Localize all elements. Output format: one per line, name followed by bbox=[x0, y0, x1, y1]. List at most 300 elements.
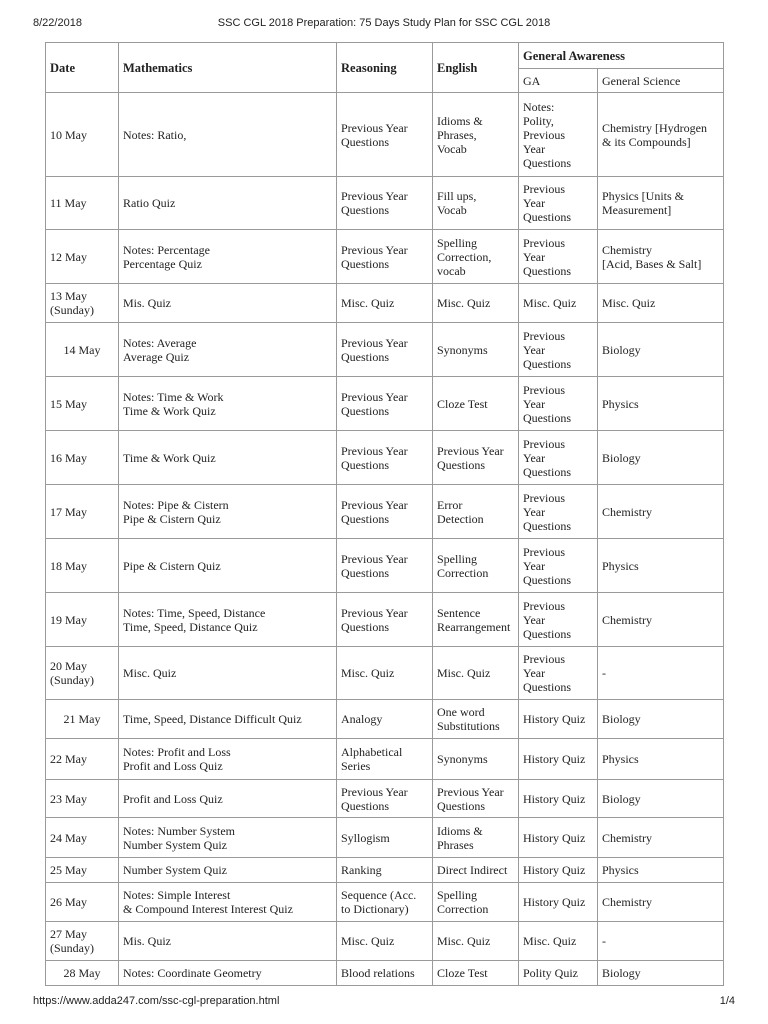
math-cell bbox=[119, 700, 337, 739]
cell-line: Sequence (Acc. bbox=[341, 888, 417, 902]
cell-line: Analogy bbox=[341, 712, 383, 726]
cell-line: Previous bbox=[523, 490, 565, 505]
cell-line: 20 May bbox=[50, 659, 87, 673]
ga-cell bbox=[519, 739, 598, 780]
english-cell bbox=[433, 485, 519, 539]
header-english: English bbox=[433, 43, 519, 93]
header-date: Date bbox=[46, 43, 119, 93]
header-mathematics: Mathematics bbox=[119, 43, 337, 93]
table-row bbox=[46, 431, 724, 485]
math-cell bbox=[119, 485, 337, 539]
cell-line: Detection bbox=[437, 511, 484, 526]
math-cell bbox=[119, 739, 337, 780]
cell-line: vocab bbox=[437, 263, 466, 278]
cell-line: Questions bbox=[341, 457, 389, 472]
cell-line: Questions bbox=[341, 403, 389, 418]
science-cell bbox=[598, 177, 724, 230]
cell-line: Questions bbox=[523, 680, 571, 694]
english-cell bbox=[433, 961, 519, 986]
cell-line: Fill ups, bbox=[437, 189, 477, 203]
cell-line: Cloze Test bbox=[437, 396, 488, 411]
table-row bbox=[46, 961, 724, 986]
date-cell bbox=[46, 922, 119, 961]
cell-line: 28 May bbox=[63, 966, 101, 980]
table-row bbox=[46, 539, 724, 593]
reasoning-cell bbox=[337, 230, 433, 284]
cell-line: Synonyms bbox=[437, 752, 488, 766]
cell-line: 22 May bbox=[50, 752, 87, 766]
cell-line: History Quiz bbox=[523, 791, 586, 806]
table-row bbox=[46, 93, 724, 177]
cell-line: Year bbox=[523, 196, 546, 210]
science-cell bbox=[598, 961, 724, 986]
cell-line: Previous Year bbox=[341, 242, 408, 257]
math-cell bbox=[119, 323, 337, 377]
cell-line: Measurement] bbox=[602, 203, 672, 217]
reasoning-cell bbox=[337, 883, 433, 922]
cell-line: Chemistry bbox=[602, 504, 652, 519]
cell-line: 14 May bbox=[63, 342, 101, 357]
table-row bbox=[46, 647, 724, 700]
science-cell bbox=[598, 93, 724, 177]
reasoning-cell bbox=[337, 780, 433, 818]
ga-cell bbox=[519, 230, 598, 284]
cell-line: Misc. Quiz bbox=[341, 296, 395, 310]
reasoning-cell bbox=[337, 647, 433, 700]
english-cell bbox=[433, 883, 519, 922]
table-body bbox=[46, 93, 724, 986]
cell-line: Correction, bbox=[437, 249, 492, 264]
reasoning-cell bbox=[337, 739, 433, 780]
ga-cell bbox=[519, 539, 598, 593]
cell-line: Year bbox=[523, 504, 546, 519]
date-cell bbox=[46, 230, 119, 284]
header-reasoning: Reasoning bbox=[337, 43, 433, 93]
cell-line: Previous Year bbox=[341, 335, 408, 350]
cell-line: Polity Quiz bbox=[523, 966, 579, 980]
cell-line: History Quiz bbox=[523, 895, 586, 909]
cell-line: Previous Year bbox=[341, 497, 408, 512]
cell-line: Questions bbox=[523, 410, 571, 425]
cell-line: Questions bbox=[341, 256, 389, 271]
cell-line: Misc. Quiz bbox=[341, 666, 395, 680]
cell-line: Chemistry bbox=[602, 895, 652, 909]
cell-line: Error bbox=[437, 497, 463, 512]
table-row bbox=[46, 700, 724, 739]
print-date: 8/22/2018 bbox=[33, 17, 82, 29]
cell-line: 13 May bbox=[50, 289, 87, 303]
english-cell bbox=[433, 177, 519, 230]
cell-line: Misc. Quiz bbox=[523, 296, 577, 310]
cell-line: Misc. Quiz bbox=[602, 296, 656, 310]
cell-line: Mis. Quiz bbox=[123, 296, 171, 310]
page-number: 1/4 bbox=[719, 995, 735, 1007]
cell-line: Vocab bbox=[437, 203, 467, 217]
cell-line: Profit and Loss Quiz bbox=[123, 791, 223, 806]
cell-line: 26 May bbox=[50, 895, 87, 909]
math-cell bbox=[119, 961, 337, 986]
cell-line: Questions bbox=[523, 464, 571, 479]
reasoning-cell bbox=[337, 858, 433, 883]
cell-line: Questions bbox=[523, 263, 571, 278]
cell-line: [Acid, Bases & Salt] bbox=[602, 256, 702, 271]
english-cell bbox=[433, 700, 519, 739]
print-footer bbox=[0, 993, 768, 1009]
cell-line: Year bbox=[523, 141, 546, 156]
science-cell bbox=[598, 739, 724, 780]
cell-line: Year bbox=[523, 666, 546, 680]
cell-line: Sentence bbox=[437, 605, 481, 620]
ga-cell bbox=[519, 780, 598, 818]
reasoning-cell bbox=[337, 539, 433, 593]
cell-line: (Sunday) bbox=[50, 303, 94, 317]
math-cell bbox=[119, 818, 337, 858]
date-cell bbox=[46, 647, 119, 700]
ga-cell bbox=[519, 323, 598, 377]
cell-line: 25 May bbox=[50, 863, 87, 877]
cell-line: Spelling bbox=[437, 551, 478, 566]
cell-line: Notes: Average bbox=[123, 335, 197, 350]
cell-line: Profit and Loss Quiz bbox=[123, 759, 223, 773]
cell-line: Year bbox=[523, 396, 546, 411]
date-cell bbox=[46, 323, 119, 377]
cell-line: Previous bbox=[523, 182, 565, 196]
table-row bbox=[46, 177, 724, 230]
cell-line: Previous bbox=[523, 127, 565, 142]
cell-line: Spelling bbox=[437, 235, 478, 250]
ga-cell bbox=[519, 818, 598, 858]
math-cell bbox=[119, 780, 337, 818]
cell-line: - bbox=[602, 934, 606, 948]
cell-line: Questions bbox=[341, 565, 389, 580]
date-cell bbox=[46, 739, 119, 780]
cell-line: Notes: Pipe & Cistern bbox=[123, 497, 229, 512]
science-cell bbox=[598, 858, 724, 883]
english-cell bbox=[433, 818, 519, 858]
reasoning-cell bbox=[337, 818, 433, 858]
cell-line: Polity, bbox=[523, 113, 554, 128]
cell-line: Biology bbox=[602, 791, 641, 806]
cell-line: Questions bbox=[437, 457, 485, 472]
science-cell bbox=[598, 647, 724, 700]
cell-line: Previous bbox=[523, 652, 565, 666]
math-cell bbox=[119, 647, 337, 700]
reasoning-cell bbox=[337, 323, 433, 377]
cell-line: Questions bbox=[523, 155, 571, 170]
science-cell bbox=[598, 377, 724, 431]
header-general-awareness: General Awareness bbox=[519, 43, 724, 69]
reasoning-cell bbox=[337, 284, 433, 323]
cell-line: Notes: Time & Work bbox=[123, 389, 224, 404]
cell-line: Previous Year bbox=[341, 443, 408, 458]
cell-line: Questions bbox=[523, 572, 571, 587]
cell-line: 27 May bbox=[50, 927, 87, 941]
reasoning-cell bbox=[337, 593, 433, 647]
reasoning-cell bbox=[337, 485, 433, 539]
date-cell bbox=[46, 883, 119, 922]
date-cell bbox=[46, 961, 119, 986]
cell-line: Idioms & bbox=[437, 823, 483, 838]
cell-line: Previous bbox=[523, 328, 565, 343]
date-cell bbox=[46, 377, 119, 431]
math-cell bbox=[119, 922, 337, 961]
cell-line: Notes: Simple Interest bbox=[123, 888, 231, 902]
ga-cell bbox=[519, 922, 598, 961]
cell-line: Misc. Quiz bbox=[437, 666, 491, 680]
cell-line: Misc. Quiz bbox=[437, 934, 491, 948]
table-row bbox=[46, 883, 724, 922]
math-cell bbox=[119, 284, 337, 323]
math-cell bbox=[119, 431, 337, 485]
cell-line: Misc. Quiz bbox=[123, 666, 177, 680]
cell-line: 10 May bbox=[50, 127, 87, 142]
cell-line: Pipe & Cistern Quiz bbox=[123, 558, 221, 573]
cell-line: Previous bbox=[523, 235, 565, 250]
ga-cell bbox=[519, 700, 598, 739]
table-row bbox=[46, 922, 724, 961]
science-cell bbox=[598, 323, 724, 377]
cell-line: Notes: Percentage bbox=[123, 242, 210, 257]
cell-line: Previous Year bbox=[341, 784, 408, 799]
math-cell bbox=[119, 593, 337, 647]
cell-line: Previous Year bbox=[341, 605, 408, 620]
cell-line: Questions bbox=[523, 356, 571, 371]
english-cell bbox=[433, 539, 519, 593]
science-cell bbox=[598, 883, 724, 922]
ga-cell bbox=[519, 377, 598, 431]
cell-line: Previous bbox=[523, 598, 565, 613]
date-cell bbox=[46, 177, 119, 230]
cell-line: Misc. Quiz bbox=[437, 296, 491, 310]
cell-line: Notes: Number System bbox=[123, 823, 235, 838]
english-cell bbox=[433, 739, 519, 780]
ga-cell bbox=[519, 883, 598, 922]
cell-line: Notes: bbox=[523, 99, 555, 114]
science-cell bbox=[598, 922, 724, 961]
cell-line: History Quiz bbox=[523, 752, 586, 766]
table-row bbox=[46, 230, 724, 284]
cell-line: Mis. Quiz bbox=[123, 934, 171, 948]
cell-line: History Quiz bbox=[523, 712, 586, 726]
cell-line: History Quiz bbox=[523, 830, 586, 845]
cell-line: Questions bbox=[341, 349, 389, 364]
cell-line: Questions bbox=[341, 203, 389, 217]
reasoning-cell bbox=[337, 431, 433, 485]
reasoning-cell bbox=[337, 177, 433, 230]
cell-line: Previous Year bbox=[341, 189, 408, 203]
cell-line: Time & Work Quiz bbox=[123, 403, 216, 418]
cell-line: Blood relations bbox=[341, 966, 415, 980]
english-cell bbox=[433, 323, 519, 377]
study-plan-table bbox=[45, 42, 724, 986]
cell-line: Year bbox=[523, 450, 546, 465]
cell-line: Misc. Quiz bbox=[523, 934, 577, 948]
cell-line: Time, Speed, Distance Quiz bbox=[123, 619, 258, 634]
date-cell bbox=[46, 431, 119, 485]
page-title: SSC CGL 2018 Preparation: 75 Days Study Plan for SSC CGL 2018 bbox=[217, 17, 551, 29]
cell-line: (Sunday) bbox=[50, 941, 94, 955]
science-cell bbox=[598, 700, 724, 739]
ga-cell bbox=[519, 961, 598, 986]
date-cell bbox=[46, 539, 119, 593]
science-cell bbox=[598, 818, 724, 858]
cell-line: Correction bbox=[437, 902, 489, 916]
header-general-science: General Science bbox=[598, 69, 724, 93]
table-row bbox=[46, 485, 724, 539]
cell-line: Percentage Quiz bbox=[123, 256, 202, 271]
science-cell bbox=[598, 593, 724, 647]
cell-line: 17 May bbox=[50, 504, 87, 519]
cell-line: 21 May bbox=[63, 712, 101, 726]
footer-url: https://www.adda247.com/ssc-cgl-preparation.html bbox=[33, 995, 280, 1007]
ga-cell bbox=[519, 284, 598, 323]
table-row bbox=[46, 858, 724, 883]
math-cell bbox=[119, 883, 337, 922]
cell-line: Physics bbox=[602, 752, 639, 766]
cell-line: Chemistry bbox=[602, 242, 652, 257]
table-row bbox=[46, 323, 724, 377]
cell-line: Year bbox=[523, 558, 546, 573]
cell-line: Previous Year bbox=[437, 784, 504, 799]
reasoning-cell bbox=[337, 93, 433, 177]
cell-line: Time, Speed, Distance Difficult Quiz bbox=[123, 712, 302, 726]
cell-line: 12 May bbox=[50, 249, 87, 264]
cell-line: One word bbox=[437, 705, 485, 719]
cell-line: Questions bbox=[523, 210, 571, 224]
cell-line: Spelling bbox=[437, 888, 478, 902]
cell-line: Rearrangement bbox=[437, 619, 511, 634]
cell-line: Previous bbox=[523, 436, 565, 451]
cell-line: Physics bbox=[602, 558, 639, 573]
cell-line: Alphabetical bbox=[341, 745, 403, 759]
cell-line: Syllogism bbox=[341, 830, 390, 845]
cell-line: Year bbox=[523, 342, 546, 357]
date-cell bbox=[46, 858, 119, 883]
cell-line: 18 May bbox=[50, 558, 87, 573]
cell-line: Vocab bbox=[437, 141, 467, 156]
cell-line: 16 May bbox=[50, 450, 87, 465]
cell-line: Ratio Quiz bbox=[123, 196, 176, 210]
cell-line: Questions bbox=[523, 518, 571, 533]
math-cell bbox=[119, 539, 337, 593]
table-row bbox=[46, 739, 724, 780]
cell-line: Questions bbox=[341, 511, 389, 526]
cell-line: Series bbox=[341, 759, 371, 773]
english-cell bbox=[433, 230, 519, 284]
cell-line: Idioms & bbox=[437, 113, 483, 128]
cell-line: & Compound Interest Interest Quiz bbox=[123, 902, 293, 916]
cell-line: Previous bbox=[523, 382, 565, 397]
header-ga: GA bbox=[519, 69, 598, 93]
cell-line: 24 May bbox=[50, 830, 87, 845]
cell-line: History Quiz bbox=[523, 863, 586, 877]
cell-line: 15 May bbox=[50, 396, 87, 411]
cell-line: Physics bbox=[602, 863, 639, 877]
english-cell bbox=[433, 858, 519, 883]
ga-cell bbox=[519, 431, 598, 485]
math-cell bbox=[119, 230, 337, 284]
english-cell bbox=[433, 431, 519, 485]
math-cell bbox=[119, 177, 337, 230]
cell-line: Pipe & Cistern Quiz bbox=[123, 511, 221, 526]
cell-line: & its Compounds] bbox=[602, 134, 691, 149]
cell-line: 11 May bbox=[50, 196, 87, 210]
table-row bbox=[46, 284, 724, 323]
science-cell bbox=[598, 230, 724, 284]
english-cell bbox=[433, 593, 519, 647]
ga-cell bbox=[519, 647, 598, 700]
english-cell bbox=[433, 647, 519, 700]
cell-line: Notes: Profit and Loss bbox=[123, 745, 231, 759]
ga-cell bbox=[519, 93, 598, 177]
cell-line: Biology bbox=[602, 712, 641, 726]
date-cell bbox=[46, 93, 119, 177]
math-cell bbox=[119, 377, 337, 431]
cell-line: Cloze Test bbox=[437, 966, 488, 980]
cell-line: Ranking bbox=[341, 863, 382, 877]
cell-line: Time & Work Quiz bbox=[123, 450, 216, 465]
ga-cell bbox=[519, 858, 598, 883]
cell-line: Previous Year bbox=[341, 551, 408, 566]
cell-line: Chemistry [Hydrogen bbox=[602, 120, 707, 135]
cell-line: Biology bbox=[602, 450, 641, 465]
date-cell bbox=[46, 700, 119, 739]
cell-line: Physics bbox=[602, 396, 639, 411]
ga-cell bbox=[519, 485, 598, 539]
cell-line: (Sunday) bbox=[50, 673, 94, 687]
ga-cell bbox=[519, 593, 598, 647]
cell-line: Previous Year bbox=[341, 120, 408, 135]
date-cell bbox=[46, 284, 119, 323]
date-cell bbox=[46, 593, 119, 647]
cell-line: Number System Quiz bbox=[123, 837, 227, 852]
cell-line: Substitutions bbox=[437, 719, 500, 733]
cell-line: Direct Indirect bbox=[437, 863, 508, 877]
cell-line: Number System Quiz bbox=[123, 863, 227, 877]
english-cell bbox=[433, 93, 519, 177]
table-row bbox=[46, 377, 724, 431]
cell-line: Notes: Time, Speed, Distance bbox=[123, 605, 266, 620]
cell-line: Questions bbox=[523, 626, 571, 641]
cell-line: Questions bbox=[341, 619, 389, 634]
math-cell bbox=[119, 93, 337, 177]
date-cell bbox=[46, 485, 119, 539]
reasoning-cell bbox=[337, 922, 433, 961]
cell-line: Year bbox=[523, 612, 546, 627]
cell-line: Synonyms bbox=[437, 342, 488, 357]
cell-line: Notes: Coordinate Geometry bbox=[123, 966, 262, 980]
date-cell bbox=[46, 818, 119, 858]
english-cell bbox=[433, 377, 519, 431]
reasoning-cell bbox=[337, 700, 433, 739]
cell-line: Phrases bbox=[437, 837, 474, 852]
cell-line: Previous bbox=[523, 544, 565, 559]
science-cell bbox=[598, 284, 724, 323]
reasoning-cell bbox=[337, 961, 433, 986]
cell-line: Year bbox=[523, 249, 546, 264]
english-cell bbox=[433, 780, 519, 818]
english-cell bbox=[433, 284, 519, 323]
cell-line: Previous Year bbox=[341, 389, 408, 404]
cell-line: Biology bbox=[602, 342, 641, 357]
cell-line: Questions bbox=[437, 798, 485, 813]
science-cell bbox=[598, 780, 724, 818]
reasoning-cell bbox=[337, 377, 433, 431]
table-row bbox=[46, 593, 724, 647]
cell-line: - bbox=[602, 666, 606, 680]
cell-line: Questions bbox=[341, 798, 389, 813]
ga-cell bbox=[519, 177, 598, 230]
